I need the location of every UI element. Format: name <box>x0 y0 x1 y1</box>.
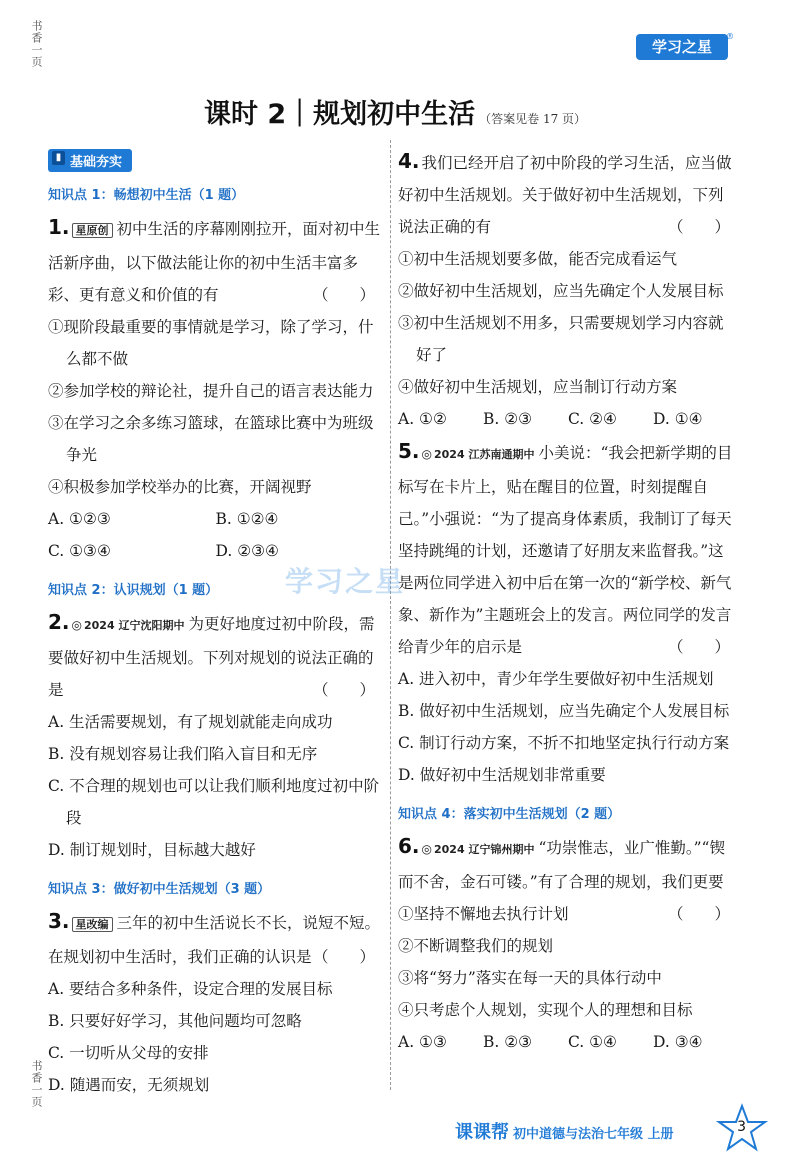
column-divider <box>390 140 391 1090</box>
answer-bracket: （ ） <box>312 681 375 699</box>
choice-option: D. 随遇而安，无须规划 <box>48 1076 210 1094</box>
choice-option: A. 生活需要规划，有了规划就能走向成功 <box>48 713 333 731</box>
choice-row <box>48 503 383 535</box>
question-stem: 我们已经开启了初中阶段的学习生活，应当做好初中生活规划。关于做好初中生活规划，下列说法正确的有 <box>398 154 732 236</box>
choice-option: C. 一切听从父母的安排 <box>48 1044 209 1062</box>
knowledge-point-4: 知识点 4：落实初中生活规划（2 题） <box>398 807 621 822</box>
question-2 <box>48 606 383 706</box>
statement-option: ③初中生活规划不用多，只需要规划学习内容就好了 <box>398 314 724 364</box>
question-1 <box>48 211 383 311</box>
choice-c: C. ①④ <box>568 1033 617 1051</box>
choice-option: B. 只要好好学习，其他问题均可忽略 <box>48 1012 302 1030</box>
choice-d: D. ③④ <box>653 1033 703 1051</box>
choice-b: B. ②③ <box>483 410 533 428</box>
choice-option: D. 做好初中生活规划非常重要 <box>398 766 606 784</box>
answer-note: （答案见卷 17 页） <box>479 112 587 126</box>
statement-option: ②不断调整我们的规划 <box>398 937 554 955</box>
question-source: ◎ 2024 江苏南通期中 <box>422 448 535 461</box>
choice-a: A. ①③ <box>398 1033 447 1051</box>
title-main: 课时 2｜规划初中生活 <box>203 99 476 130</box>
answer-bracket: （ ） <box>667 905 730 923</box>
section-badge <box>48 149 132 172</box>
choice-option: B. 做好初中生活规划，应当先确定个人发展目标 <box>398 702 730 720</box>
choice-option: D. 制订规划时，目标越大越好 <box>48 841 256 859</box>
left-column <box>48 145 383 1101</box>
choice-c: C. ①③④ <box>48 542 111 560</box>
statement-option: ①现阶段最重要的事情就是学习，除了学习，什么都不做 <box>48 318 374 368</box>
question-stem: “功崇惟志，业广惟勤。”“锲而不舍，金石可镂。”有了合理的规划，我们更要 <box>398 839 725 891</box>
knowledge-point-1: 知识点 1：畅想初中生活（1 题） <box>48 188 245 203</box>
choice-row <box>398 403 738 435</box>
choice-a: A. ①②③ <box>48 510 111 528</box>
statement-option: ②做好初中生活规划，应当先确定个人发展目标 <box>398 282 724 300</box>
question-source: ◎ 2024 辽宁沈阳期中 <box>72 619 185 632</box>
question-number: 1. <box>48 215 70 239</box>
statement-option: ④积极参加学校举办的比赛，开阔视野 <box>48 478 312 496</box>
answer-bracket: （ ） <box>667 638 730 656</box>
choice-c: C. ②④ <box>568 410 617 428</box>
lesson-title <box>0 92 790 131</box>
choice-d: D. ①④ <box>653 410 703 428</box>
registered-mark: ® <box>726 32 734 41</box>
footer-subtitle: 初中道德与法治七年级 上册 <box>513 1127 674 1142</box>
choice-row <box>48 535 383 567</box>
choice-option: A. 进入初中，青少年学生要做好初中生活规划 <box>398 670 714 688</box>
question-number: 3. <box>48 909 70 933</box>
question-3 <box>48 905 383 973</box>
question-stem: 初中生活的序幕刚刚拉开，面对初中生活新序曲，以下做法能让你的初中生活丰富多彩、更有意义和价值的有 <box>48 220 381 304</box>
choice-option: C. 不合理的规划也可以让我们顺利地度过初中阶段 <box>48 777 380 827</box>
question-5 <box>398 435 738 663</box>
question-stem: 小美说：“我会把新学期的目标写在卡片上，贴在醒目的位置，时刻提醒自己。”小强说：“为了提高身体素质，我制订了每天坚持跳绳的计划，还邀请了好朋友来监督我。”这是两位同学进入初中后在第一次的“新学校、新气象、新作为”主题班会上的发言。两位同学的发言给青少年的启示是 <box>398 444 733 656</box>
footer <box>455 1118 725 1144</box>
brand-logo: 学习之星 <box>636 34 728 60</box>
right-column <box>398 145 738 1058</box>
knowledge-point-2: 知识点 2：认识规划（1 题） <box>48 583 219 598</box>
question-number: 4. <box>398 149 420 173</box>
knowledge-point-3: 知识点 3：做好初中生活规划（3 题） <box>48 882 271 897</box>
choice-b: B. ②③ <box>483 1033 533 1051</box>
question-source: ◎ 2024 辽宁锦州期中 <box>422 843 535 856</box>
choice-b: B. ①②④ <box>215 510 279 528</box>
statement-option: ②参加学校的辩论社，提升自己的语言表达能力 <box>48 382 374 400</box>
question-number: 2. <box>48 610 70 634</box>
statement-option: ④只考虑个人规划，实现个人的理想和目标 <box>398 1001 693 1019</box>
choice-option: B. 没有规划容易让我们陷入盲目和无序 <box>48 745 318 763</box>
statement-option: ③在学习之余多练习篮球，在篮球比赛中为班级争光 <box>48 414 374 464</box>
choice-row <box>398 1026 738 1058</box>
choice-option: C. 制订行动方案，不折不扣地坚定执行行动方案 <box>398 734 730 752</box>
question-number: 6. <box>398 834 420 858</box>
answer-bracket: （ ） <box>312 286 375 304</box>
question-stem: 三年的初中生活说长不长，说短不短。在规划初中生活时，我们正确的认识是 <box>48 914 381 966</box>
statement-option: ①初中生活规划要多做，能否完成看运气 <box>398 250 678 268</box>
question-tag: 星改编 <box>72 917 113 932</box>
answer-bracket: （ ） <box>312 948 375 966</box>
question-tag: 星原创 <box>72 223 113 238</box>
statement-option: ③将“努力”落实在每一天的具体行动中 <box>398 969 662 987</box>
answer-bracket: （ ） <box>667 218 730 236</box>
margin-mark-top: 书香一页 <box>30 20 43 68</box>
question-number: 5. <box>398 439 420 463</box>
margin-mark-bottom: 书香一页 <box>30 1060 43 1108</box>
choice-d: D. ②③④ <box>215 542 279 560</box>
choice-option: A. 要结合多种条件，设定合理的发展目标 <box>48 980 333 998</box>
statement-option: ①坚持不懈地去执行计划 <box>398 905 569 923</box>
statement-option: ④做好初中生活规划，应当制订行动方案 <box>398 378 678 396</box>
question-4 <box>398 145 738 243</box>
watermark: 学习之星 <box>285 565 406 598</box>
question-stem: 为更好地度过初中阶段，需要做好初中生活规划。下列对规划的说法正确的是 <box>48 615 375 699</box>
choice-a: A. ①② <box>398 410 447 428</box>
book-icon: ▮ <box>52 151 65 165</box>
page-number: 3 <box>737 1119 746 1135</box>
section-label: 基础夯实 <box>70 155 123 170</box>
footer-brand: 课课帮 <box>455 1122 509 1143</box>
